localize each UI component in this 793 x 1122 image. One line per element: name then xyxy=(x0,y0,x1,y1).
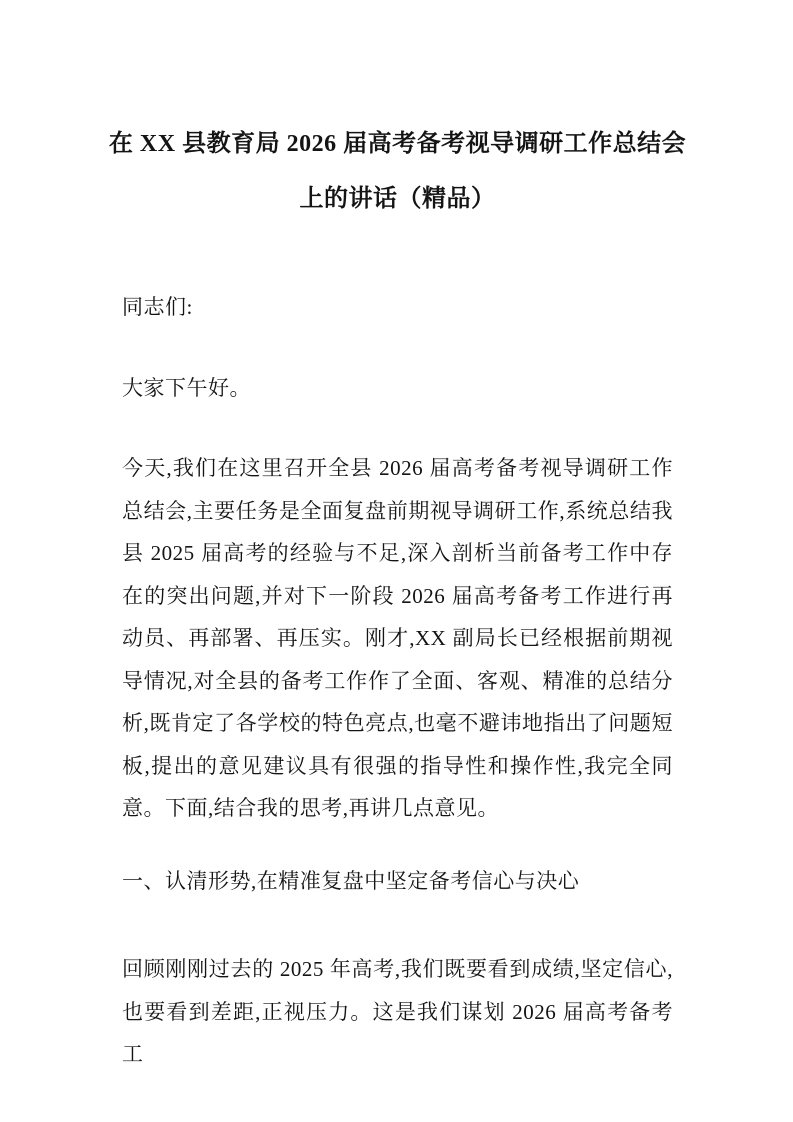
greeting-paragraph: 大家下午好。 xyxy=(122,375,251,400)
opening-paragraph: 今天,我们在这里召开全县 2026 届高考备考视导调研工作总结会,主要任务是全面复盘前期视导调研工作,系统总结我县 2025 届高考的经验与不足,深入剖析当前备考工作中存在的突出问题,并对下一阶段 2026 届高考备考工作进行再动员、再部署、再压实。刚才,XX 副局长已经根据前期视导情况,对全县的备考工作作了全面、客观、精准的总结分析,既肯定了各学校的特色亮点,也毫不避讳地指出了问题短板,提出的意见建议具有很强的指导性和操作性,我完全同意。下面,结合我的思考,再讲几点意见。 xyxy=(122,456,673,820)
section-1-paragraph: 回顾刚刚过去的 2025 年高考,我们既要看到成绩,坚定信心,也要看到差距,正视压力。这是我们谋划 2026 届高考备考工 xyxy=(122,957,673,1066)
section-1-heading: 一、认清形势,在精准复盘中坚定备考信心与决心 xyxy=(122,868,580,893)
document-title: 在 XX 县教育局 2026 届高考备考视导调研工作总结会上的讲话（精品） xyxy=(108,131,687,212)
salutation: 同志们: xyxy=(122,295,193,319)
